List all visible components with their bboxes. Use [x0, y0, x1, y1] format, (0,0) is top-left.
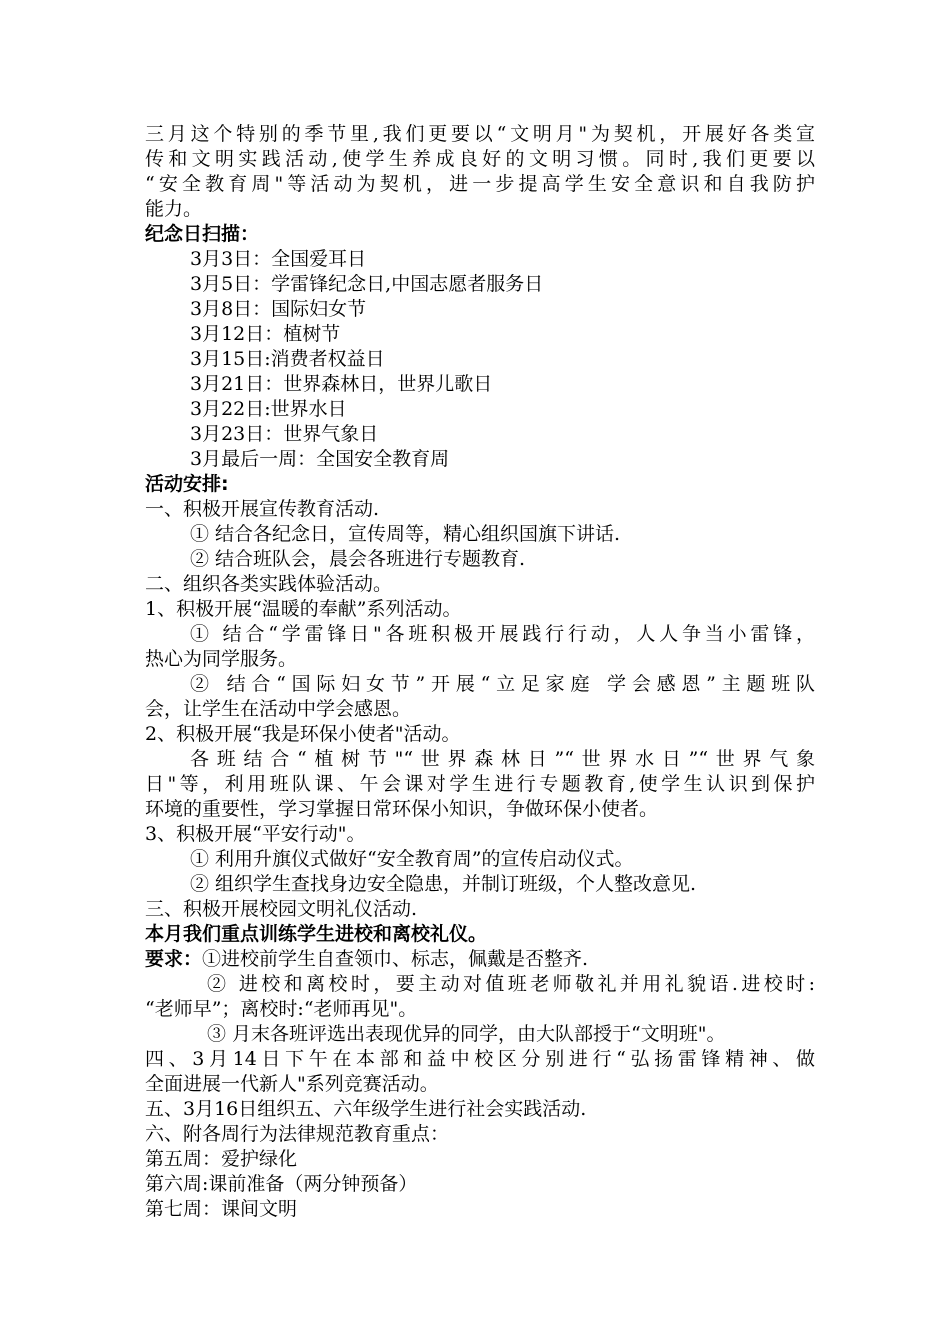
later-line: 四、3月14日下午在本部和益中校区分别进行“弘扬雷锋精神、做	[145, 1048, 815, 1070]
activity-line: ① 结合“学雷锋日"各班积极开展践行行动，人人争当小雷锋，	[190, 623, 815, 645]
activities-list	[145, 497, 815, 922]
activity-line: 一、积极开展宣传教育活动.	[145, 498, 380, 520]
activity-line: ② 结合“国际妇女节”开展“立足家庭 学会感恩”主题班队	[190, 673, 815, 695]
intro-paragraph	[145, 122, 815, 222]
activity-line: 三、积极开展校园文明礼仪活动.	[145, 898, 418, 920]
intro-line: “安全教育周"等活动为契机，进一步提高学生安全意识和自我防护	[145, 173, 815, 195]
later-line: 全面进展一代新人"系列竞赛活动。	[145, 1073, 439, 1095]
later-line: 第六周:课前准备（两分钟预备）	[145, 1173, 418, 1195]
activity-line: 二、组织各类实践体验活动。	[145, 573, 393, 595]
activity-line: 1、积极开展“温暖的奉献”系列活动。	[145, 598, 462, 620]
memorial-item: 3月5日：学雷锋纪念日,中国志愿者服务日	[190, 273, 544, 295]
activity-line: 2、积极开展“我是环保小使者"活动。	[145, 723, 461, 745]
later-line: 六、附各周行为法律规范教育重点：	[145, 1123, 450, 1145]
memorial-item: 3月12日：植树节	[190, 323, 341, 345]
memorial-item: 3月23日：世界气象日	[190, 423, 379, 445]
activity-line: 热心为同学服务。	[145, 648, 298, 670]
memorial-item: 3月3日：全国爱耳日	[190, 248, 367, 270]
requirement-line: ② 进校和离校时，要主动对值班老师敬礼并用礼貌语.进校时:	[207, 973, 815, 995]
memorial-heading: 纪念日扫描：	[145, 223, 260, 245]
later-line: 五、3月16日组织五、六年级学生进行社会实践活动.	[145, 1098, 587, 1120]
intro-line: 能力。	[145, 198, 203, 220]
memorial-item: 3月最后一周：全国安全教育周	[190, 448, 450, 470]
intro-line: 传和文明实践活动,使学生养成良好的文明习惯。同时,我们更要以	[145, 148, 815, 170]
activity-line: ② 组织学生查找身边安全隐患，并制订班级，个人整改意见.	[190, 873, 697, 895]
memorial-item: 3月8日：国际妇女节	[190, 298, 367, 320]
requirement-label: 要求：	[145, 948, 203, 970]
memorial-item: 3月15日:消费者权益日	[190, 348, 385, 370]
activity-line: ① 利用升旗仪式做好“安全教育周”的宣传启动仪式。	[190, 848, 634, 870]
requirement-line: “老师早”；离校时:“老师再见"。	[145, 998, 418, 1020]
activity-line: 日"等，利用班队课、午会课对学生进行专题教育,使学生认识到保护	[145, 773, 815, 795]
document-body	[145, 122, 815, 1222]
activity-line: 各班结合“植树节"“世界森林日”“世界水日”“世界气象	[190, 748, 815, 770]
memorial-item: 3月22日:世界水日	[190, 398, 347, 420]
etiquette-focus: 本月我们重点训练学生进校和离校礼仪。	[145, 923, 488, 945]
activities-heading: 活动安排:	[145, 473, 229, 495]
later-line: 第七周：课间文明	[145, 1198, 298, 1220]
activity-line: 3、积极开展“平安行动"。	[145, 823, 366, 845]
later-line: 第五周：爱护绿化	[145, 1148, 298, 1170]
requirement-line	[145, 947, 815, 972]
activity-line: ① 结合各纪念日，宣传周等，精心组织国旗下讲话.	[190, 523, 621, 545]
activity-line: ② 结合班队会，晨会各班进行专题教育.	[190, 548, 526, 570]
intro-line: 三月这个特别的季节里,我们更要以“文明月"为契机，开展好各类宣	[145, 123, 815, 145]
activity-line: 环境的重要性，学习掌握日常环保小知识，争做环保小使者。	[145, 798, 659, 820]
activity-line: 会，让学生在活动中学会感恩。	[145, 698, 412, 720]
memorial-list	[145, 247, 815, 472]
later-list	[145, 1047, 815, 1222]
requirement-text: ①进校前学生自查领巾、标志，佩戴是否整齐.	[202, 948, 589, 970]
requirement-line: ③ 月末各班评选出表现优异的同学，由大队部授于“文明班"。	[207, 1023, 726, 1045]
memorial-item: 3月21日：世界森林日，世界儿歌日	[190, 373, 493, 395]
